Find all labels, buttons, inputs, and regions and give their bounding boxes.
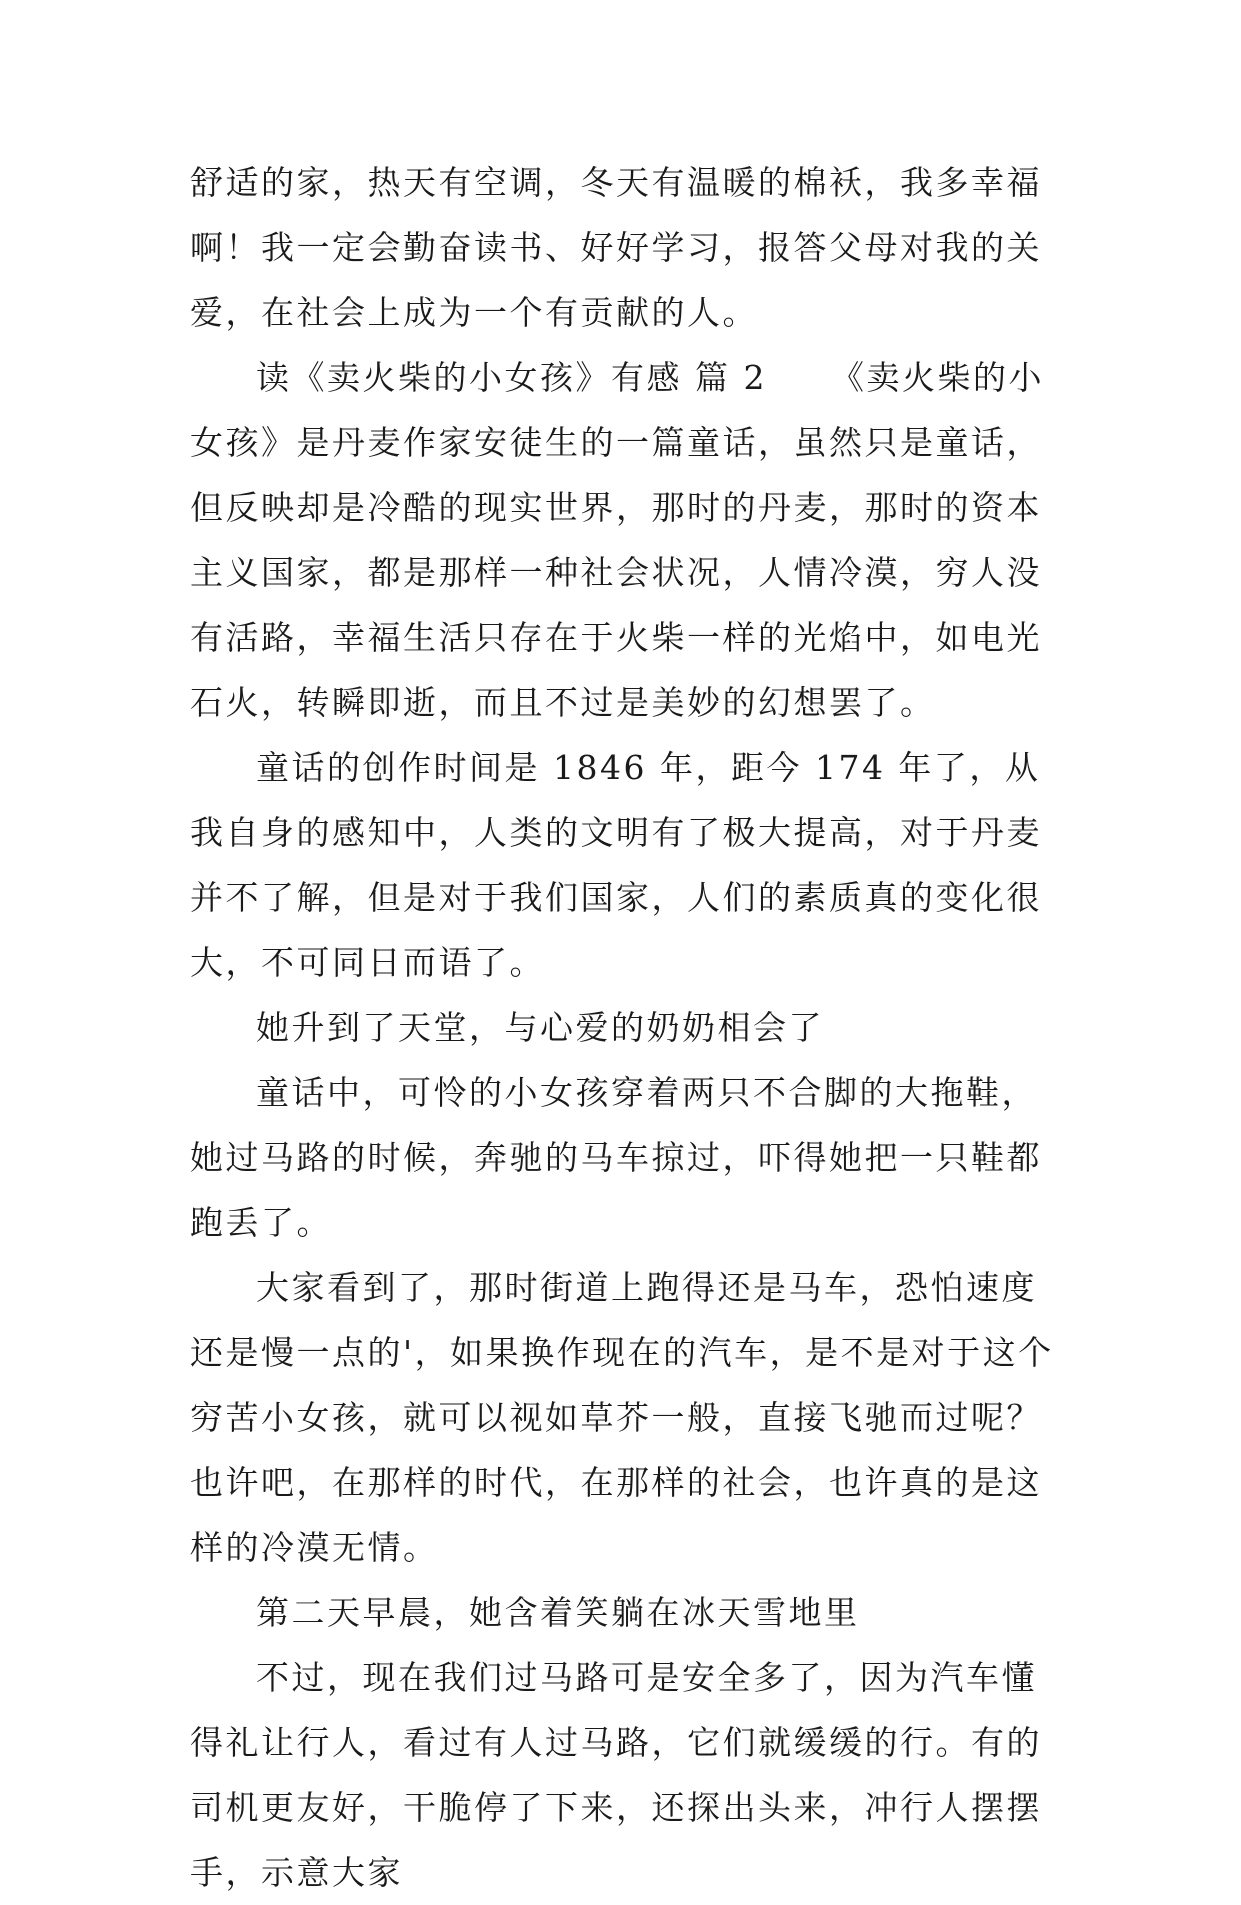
paragraph-3 <box>190 735 1060 995</box>
paragraph-5 <box>190 1060 1060 1255</box>
paragraph-text: 舒适的家，热天有空调，冬天有温暖的棉袄，我多幸福啊！我一定会勤奋读书、好好学习，报答父母对我的关爱，在社会上成为一个有贡献的人。 <box>190 163 1042 332</box>
paragraph-7 <box>190 1580 1060 1645</box>
paragraph-2 <box>190 345 1060 735</box>
paragraph-1 <box>190 150 1060 345</box>
paragraph-8 <box>190 1645 1060 1905</box>
paragraph-6 <box>190 1255 1060 1580</box>
section-heading: 读《卖火柴的小女孩》有感 篇 2 <box>256 358 767 397</box>
paragraph-text: 第二天早晨，她含着笑躺在冰天雪地里 <box>256 1593 860 1632</box>
paragraph-text: 《卖火柴的小女孩》是丹麦作家安徒生的一篇童话，虽然只是童话，但反映却是冷酷的现实世界，那时的丹麦，那时的资本主义国家，都是那样一种社会状况，人情冷漠，穷人没有活路，幸福生活只存在于火柴一样的光焰中，如电光石火，转瞬即逝，而且不过是美妙的幻想罢了。 <box>190 358 1044 722</box>
paragraph-text: 童话中，可怜的小女孩穿着两只不合脚的大拖鞋，她过马路的时候，奔驰的马车掠过，吓得她把一只鞋都跑丢了。 <box>190 1073 1042 1242</box>
paragraph-text: 她升到了天堂，与心爱的奶奶相会了 <box>256 1008 824 1047</box>
document-body <box>190 150 1060 1905</box>
paragraph-text: 大家看到了，那时街道上跑得还是马车，恐怕速度还是慢一点的'，如果换作现在的汽车，是不是对于这个穷苦小女孩，就可以视如草芥一般，直接飞驰而过呢？也许吧，在那样的时代，在那样的社会，也许真的是这样的冷漠无情。 <box>190 1268 1054 1567</box>
paragraph-4 <box>190 995 1060 1060</box>
paragraph-text: 童话的创作时间是 1846 年，距今 174 年了，从我自身的感知中，人类的文明有了极大提高，对于丹麦并不了解，但是对于我们国家，人们的素质真的变化很大，不可同日而语了。 <box>190 748 1042 982</box>
paragraph-text: 不过，现在我们过马路可是安全多了，因为汽车懂得礼让行人，看过有人过马路，它们就缓缓的行。有的司机更友好，干脆停了下来，还探出头来，冲行人摆摆手，示意大家 <box>190 1658 1042 1892</box>
